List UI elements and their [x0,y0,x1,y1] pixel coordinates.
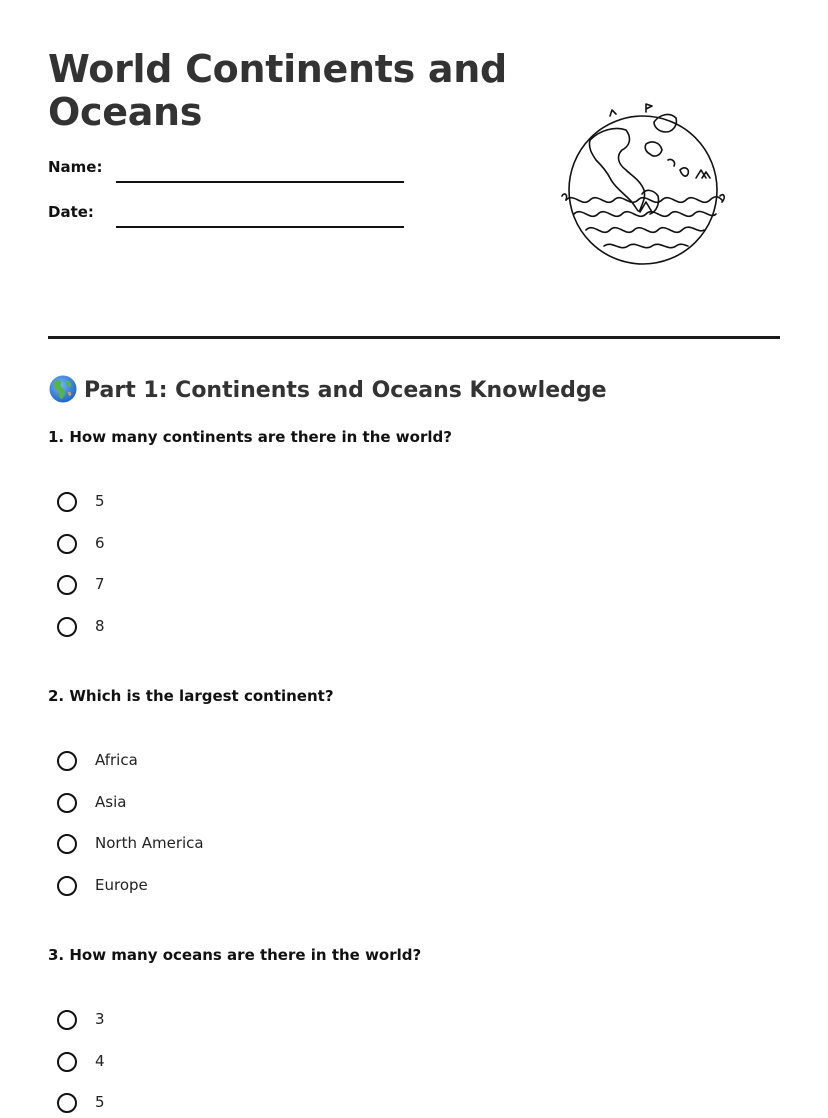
question-1: 1. How many continents are there in the world? [48,428,452,446]
date-blank-line[interactable] [116,226,404,228]
date-label: Date: [48,203,94,221]
question-3-option-c[interactable] [57,1091,105,1118]
question-2-option-d[interactable] [57,874,204,916]
option-label: 8 [95,616,105,635]
radio-button[interactable] [57,492,77,512]
option-label: Africa [95,751,138,769]
worksheet-title: World Continents and Oceans [48,47,507,134]
option-label: 5 [95,492,105,510]
question-2-option-b[interactable] [57,791,204,833]
question-1-option-c[interactable] [57,573,105,615]
question-1-option-a[interactable] [57,490,105,532]
option-label: 5 [95,1093,105,1111]
name-label: Name: [48,158,103,176]
part1-title: Part 1: Continents and Oceans Knowledge [84,378,607,403]
earth-globe-icon [48,374,78,404]
question-2-option-c[interactable] [57,832,204,874]
option-label: North America [95,834,204,852]
option-label: Europe [95,875,148,894]
radio-button[interactable] [57,1093,77,1113]
radio-button[interactable] [57,534,77,554]
name-blank-line[interactable] [116,181,404,183]
question-3-option-b[interactable] [57,1050,105,1092]
radio-button[interactable] [57,876,77,896]
globe-icon [560,100,726,266]
question-3-options [57,1008,105,1118]
option-label: 7 [95,575,105,593]
radio-button[interactable] [57,793,77,813]
radio-button[interactable] [57,617,77,637]
radio-button[interactable] [57,1052,77,1072]
question-3: 3. How many oceans are there in the world? [48,946,422,964]
option-label: 6 [95,533,105,552]
question-2: 2. Which is the largest continent? [48,687,334,705]
section-divider [48,336,780,339]
question-1-options [57,490,105,656]
question-2-options [57,749,204,915]
radio-button[interactable] [57,575,77,595]
part1-heading [48,374,607,404]
option-label: 4 [95,1051,105,1070]
option-label: Asia [95,792,127,811]
question-1-option-b[interactable] [57,532,105,574]
question-1-option-d[interactable] [57,615,105,657]
question-3-option-a[interactable] [57,1008,105,1050]
question-2-option-a[interactable] [57,749,204,791]
radio-button[interactable] [57,751,77,771]
radio-button[interactable] [57,1010,77,1030]
option-label: 3 [95,1010,105,1028]
radio-button[interactable] [57,834,77,854]
